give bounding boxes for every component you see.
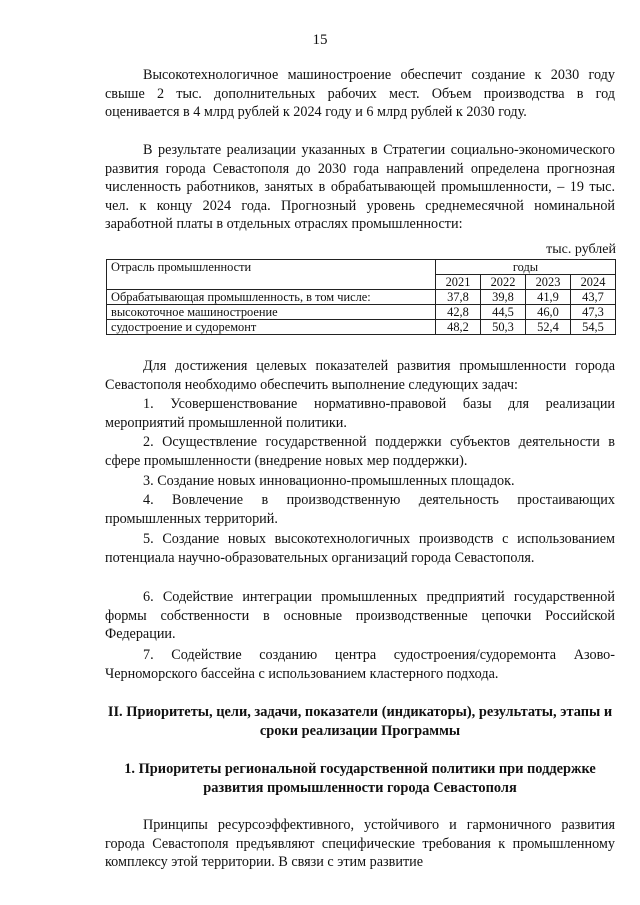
year-cell: 2021 — [436, 275, 481, 290]
row-name: судостроение и судоремонт — [107, 320, 436, 335]
table-header-row — [107, 260, 616, 275]
paragraph-forecast: В результате реализации указанных в Стратегии социально-экономического развития города Севастополя до 2030 года направлений определена прогнозная численность работников, занятых в обрабатывающей промышленности, – 19 тыс. чел. к концу 2024 года. Прогнозный уровень среднемесячной номинальной заработной платы в отдельных отраслях промышленности: — [105, 142, 615, 233]
section-heading: II. Приоритеты, цели, задачи, показатели (индикаторы), результаты, этапы и сроки реализации Программы — [107, 704, 613, 739]
year-cell: 2022 — [481, 275, 526, 290]
value-cell: 44,5 — [481, 305, 526, 320]
category-header: Отрасль промышленности — [107, 260, 436, 290]
page-number: 15 — [312, 32, 328, 48]
paragraph-machinery: Высокотехнологичное машиностроение обеспечит создание к 2030 году свыше 2 тыс. дополнительных рабочих мест. Объем производства в год оценивается в 4 млрд рублей к 2024 году и 6 млрд рублей к 2030 году. — [105, 67, 615, 121]
value-cell: 39,8 — [481, 290, 526, 305]
value-cell: 37,8 — [436, 290, 481, 305]
task-item-1: 1. Усовершенствование нормативно-правовой базы для реализации мероприятий промышленной политики. — [105, 396, 615, 431]
task-item-6: 6. Содействие интеграции промышленных предприятий государственной формы собственности в основные производственные цепочки Российской Федерации. — [105, 589, 615, 643]
value-cell: 50,3 — [481, 320, 526, 335]
value-cell: 47,3 — [571, 305, 616, 320]
salary-table — [106, 259, 616, 335]
task-item-5: 5. Создание новых высокотехнологичных производств с использованием потенциала научно-образовательных организаций города Севастополя. — [105, 531, 615, 566]
paragraph-principles: Принципы ресурсоэффективного, устойчивого и гармоничного развития города Севастополя предъявляют специфические требования к промышленному комплексу этой территории. В связи с этим развитие — [105, 817, 615, 871]
value-cell: 42,8 — [436, 305, 481, 320]
value-cell: 46,0 — [526, 305, 571, 320]
value-cell: 52,4 — [526, 320, 571, 335]
table-row — [107, 320, 616, 335]
table-row — [107, 290, 616, 305]
year-cell: 2024 — [571, 275, 616, 290]
years-header: годы — [436, 260, 616, 275]
row-name: Обрабатывающая промышленность, в том числе: — [107, 290, 436, 305]
task-item-3: 3. Создание новых инновационно-промышленных площадок. — [143, 473, 515, 489]
value-cell: 54,5 — [571, 320, 616, 335]
row-name: высокоточное машиностроение — [107, 305, 436, 320]
task-item-7: 7. Содействие созданию центра судостроения/судоремонта Азово-Черноморского бассейна с использованием кластерного подхода. — [105, 647, 615, 682]
value-cell: 41,9 — [526, 290, 571, 305]
value-cell: 48,2 — [436, 320, 481, 335]
subsection-heading: 1. Приоритеты региональной государственной политики при поддержке развития промышленности города Севастополя — [124, 761, 596, 796]
task-item-2: 2. Осуществление государственной поддержки субъектов деятельности в сфере промышленности (внедрение новых мер поддержки). — [105, 434, 615, 469]
tasks-intro: Для достижения целевых показателей развития промышленности города Севастополя необходимо обеспечить выполнение следующих задач: — [105, 358, 615, 393]
table-row — [107, 305, 616, 320]
value-cell: 43,7 — [571, 290, 616, 305]
table-units: тыс. рублей — [546, 242, 616, 257]
task-item-4: 4. Вовлечение в производственную деятельность простаивающих промышленных территорий. — [105, 492, 615, 527]
year-cell: 2023 — [526, 275, 571, 290]
